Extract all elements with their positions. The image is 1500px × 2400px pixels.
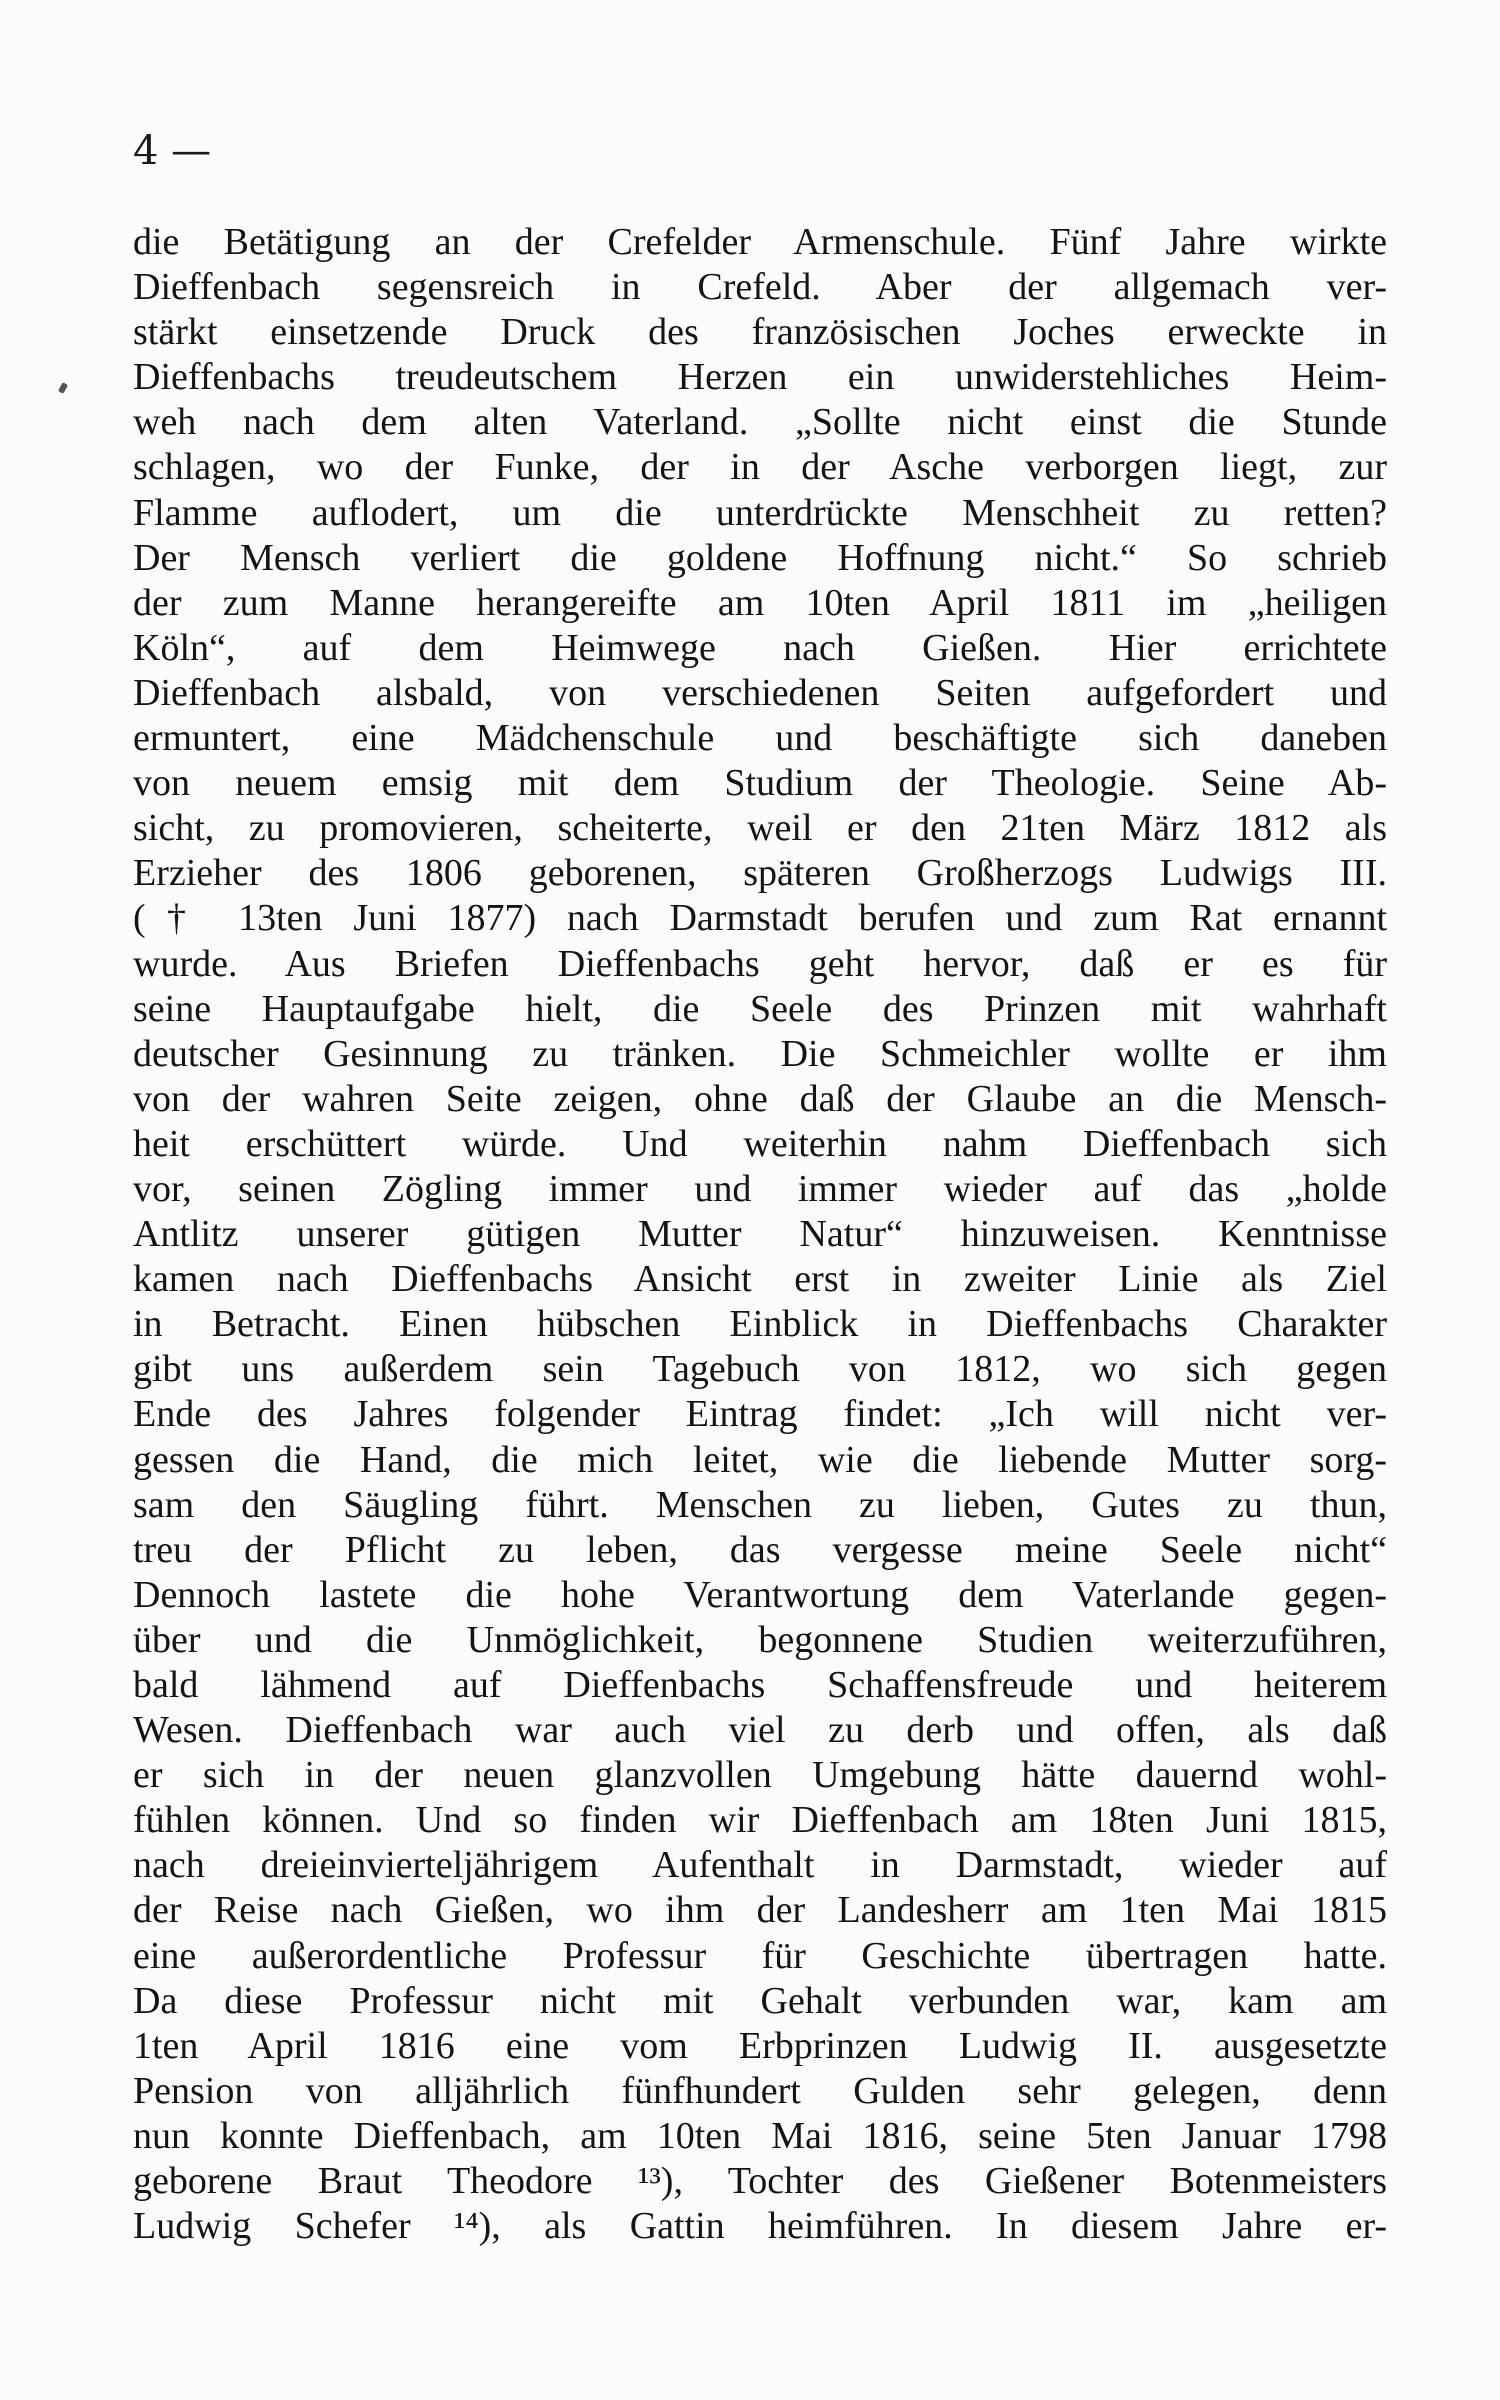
text-line: sicht, zu promovieren, scheiterte, weil er den 21ten März 1812 als	[133, 807, 1387, 850]
text-line: Wesen. Dieffenbach war auch viel zu derb und offen, als daß	[133, 1709, 1387, 1752]
text-line: Pension von alljährlich fünfhundert Gulden sehr gelegen, denn	[133, 2069, 1387, 2112]
text-line: Flamme auflodert, um die unterdrückte Menschheit zu retten?	[133, 491, 1387, 534]
page-number-header: 4 —	[133, 128, 212, 174]
text-line: Dennoch lastete die hohe Verantwortung dem Vaterlande gegen-	[133, 1573, 1387, 1616]
text-line: Dieffenbachs treudeutschem Herzen ein unwiderstehliches Heim-	[133, 356, 1387, 399]
text-line: schlagen, wo der Funke, der in der Asche verborgen liegt, zur	[133, 446, 1387, 489]
text-line: über und die Unmöglichkeit, begonnene Studien weiterzuführen,	[133, 1618, 1387, 1661]
text-line: gessen die Hand, die mich leitet, wie die liebende Mutter sorg-	[133, 1438, 1387, 1481]
text-line: Dieffenbach segensreich in Crefeld. Aber der allgemach ver-	[133, 266, 1387, 309]
text-line: bald lähmend auf Dieffenbachs Schaffensfreude und heiterem	[133, 1664, 1387, 1706]
body-text	[133, 220, 1387, 2249]
text-line: der Reise nach Gießen, wo ihm der Landesherr am 1ten Mai 1815	[133, 1889, 1387, 1932]
text-line: kamen nach Dieffenbachs Ansicht erst in zweiter Linie als Ziel	[133, 1258, 1387, 1301]
text-line: in Betracht. Einen hübschen Einblick in Dieffenbachs Charakter	[133, 1303, 1387, 1346]
text-line: von der wahren Seite zeigen, ohne daß der Glaube an die Mensch-	[133, 1077, 1387, 1120]
text-line: deutscher Gesinnung zu tränken. Die Schmeichler wollte er ihm	[133, 1032, 1387, 1075]
text-line: seine Hauptaufgabe hielt, die Seele des Prinzen mit wahrhaft	[133, 987, 1387, 1030]
text-line: treu der Pflicht zu leben, das vergesse meine Seele nicht“	[133, 1528, 1387, 1571]
text-line: gibt uns außerdem sein Tagebuch von 1812, wo sich gegen	[133, 1348, 1387, 1391]
text-line: vor, seinen Zögling immer und immer wieder auf das „holde	[133, 1167, 1387, 1210]
text-line: geborene Braut Theodore ¹³), Tochter des Gießener Botenmeisters	[133, 2160, 1387, 2203]
text-line: sam den Säugling führt. Menschen zu lieben, Gutes zu thun,	[133, 1483, 1387, 1526]
text-line: fühlen können. Und so finden wir Dieffenbach am 18ten Juni 1815,	[133, 1799, 1387, 1842]
text-line: Köln“, auf dem Heimwege nach Gießen. Hier errichtete	[133, 626, 1387, 669]
text-line: wurde. Aus Briefen Dieffenbachs geht hervor, daß er es für	[133, 942, 1387, 985]
text-line: ermuntert, eine Mädchenschule und beschäftigte sich daneben	[133, 717, 1387, 760]
text-line: er sich in der neuen glanzvollen Umgebung hätte dauernd wohl-	[133, 1754, 1387, 1797]
text-line: nach dreieinvierteljährigem Aufenthalt in Darmstadt, wieder auf	[133, 1844, 1387, 1887]
text-line: († 13ten Juni 1877) nach Darmstadt berufen und zum Rat ernannt	[133, 897, 1387, 940]
text-line: der zum Manne herangereifte am 10ten April 1811 im „heiligen	[133, 581, 1387, 624]
text-line: heit erschüttert würde. Und weiterhin nahm Dieffenbach sich	[133, 1122, 1387, 1165]
text-line: stärkt einsetzende Druck des französischen Joches erweckte in	[133, 311, 1387, 354]
margin-mark	[58, 382, 68, 394]
text-line: Der Mensch verliert die goldene Hoffnung nicht.“ So schrieb	[133, 536, 1387, 579]
text-line: Antlitz unserer gütigen Mutter Natur“ hinzuweisen. Kenntnisse	[133, 1213, 1387, 1256]
text-line: Erzieher des 1806 geborenen, späteren Großherzogs Ludwigs III.	[133, 852, 1387, 895]
text-line: die Betätigung an der Crefelder Armenschule. Fünf Jahre wirkte	[133, 221, 1387, 263]
text-line: Ende des Jahres folgender Eintrag findet: „Ich will nicht ver-	[133, 1393, 1387, 1436]
text-line: Ludwig Schefer ¹⁴), als Gattin heimführen. In diesem Jahre er-	[133, 2205, 1387, 2248]
text-line: eine außerordentliche Professur für Geschichte übertragen hatte.	[133, 1934, 1387, 1977]
text-line: nun konnte Dieffenbach, am 10ten Mai 1816, seine 5ten Januar 1798	[133, 2114, 1387, 2157]
text-line: Da diese Professur nicht mit Gehalt verbunden war, kam am	[133, 1979, 1387, 2022]
text-line: Dieffenbach alsbald, von verschiedenen Seiten aufgefordert und	[133, 671, 1387, 714]
text-line: weh nach dem alten Vaterland. „Sollte nicht einst die Stunde	[133, 401, 1387, 444]
text-line: 1ten April 1816 eine vom Erbprinzen Ludwig II. ausgesetzte	[133, 2024, 1387, 2067]
text-line: von neuem emsig mit dem Studium der Theologie. Seine Ab-	[133, 762, 1387, 805]
